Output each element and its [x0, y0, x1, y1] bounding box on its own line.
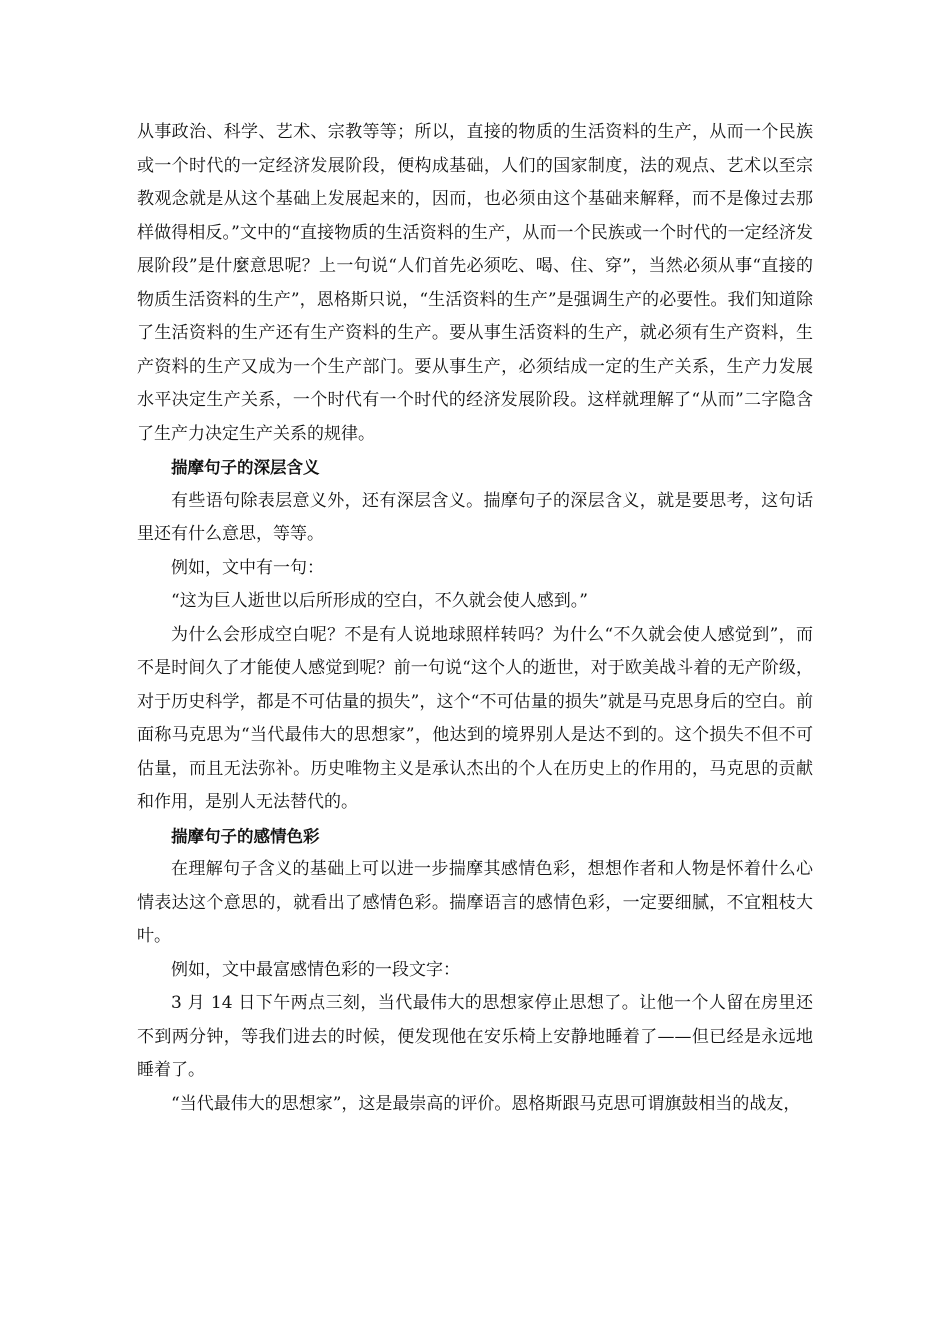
paragraph: “当代最伟大的思想家”，这是最崇高的评价。恩格斯跟马克思可谓旗鼓相当的战友，: [171, 1093, 801, 1114]
document-body: [137, 116, 813, 1121]
section-heading-deep-meaning: 揣摩句子的深层含义: [171, 458, 320, 477]
paragraph: 为什么会形成空白呢？不是有人说地球照样转吗？为什么“不久就会使人感觉到”，而不是时间久了才能使人感觉到呢？前一句说“这个人的逝世，对于欧美战斗着的无产阶级，对于历史科学，都是不可估量的损失”，这个“不可估量的损失”就是马克思身后的空白。前面称马克思为“当代最伟大的思想家”，他达到的境界别人是达不到的。这个损失不但不可估量，而且无法弥补。历史唯物主义是承认杰出的个人在历史上的作用的，马克思的贡献和作用，是别人无法替代的。: [137, 624, 813, 812]
paragraph: 例如，文中最富感情色彩的一段文字：: [171, 959, 460, 980]
paragraph: 例如，文中有一句：: [171, 557, 324, 578]
quoted-sentence: “这为巨人逝世以后所形成的空白，不久就会使人感到。”: [171, 591, 588, 611]
paragraph: 有些语句除表层意义外，还有深层含义。揣摩句子的深层含义，就是要思考，这句话里还有什么意思，等等。: [137, 490, 813, 544]
section-heading-emotional-color: 揣摩句子的感情色彩: [171, 826, 320, 846]
paragraph-continuation: 从事政治、科学、艺术、宗教等等；所以，直接的物质的生活资料的生产，从而一个民族或一个时代的一定经济发展阶段，便构成基础，人们的国家制度，法的观点、艺术以至宗教观念就是从这个基础上发展起来的，因而，也必须由这个基础来解释，而不是像过去那样做得相反。”文中的“直接物质的生活资料的生产，从而一个民族或一个时代的一定经济发展阶段”是什麼意思呢？上一句说“人们首先必须吃、喝、住、穿”，当然必须从事“直接的物质生活资料的生产”，恩格斯只说，“生活资料的生产”是强调生产的必要性。我们知道除了生活资料的生产还有生产资料的生产。要从事生活资料的生产，就必须有生产资料，生产资料的生产又成为一个生产部门。要从事生产，必须结成一定的生产关系，生产力发展水平决定生产关系，一个时代有一个时代的经济发展阶段。这样就理解了“从而”二字隐含了生产力决定生产关系的规律。: [137, 122, 813, 444]
paragraph: 在理解句子含义的基础上可以进一步揣摩其感情色彩，想想作者和人物是怀着什么心情表达这个意思的，就看出了感情色彩。揣摩语言的感情色彩，一定要细腻，不宜粗枝大叶。: [137, 859, 813, 946]
paragraph: 3 月 14 日下午两点三刻，当代最伟大的思想家停止思想了。让他一个人留在房里还不到两分钟，等我们进去的时候，便发现他在安乐椅上安静地睡着了——但已经是永远地睡着了。: [137, 993, 813, 1080]
